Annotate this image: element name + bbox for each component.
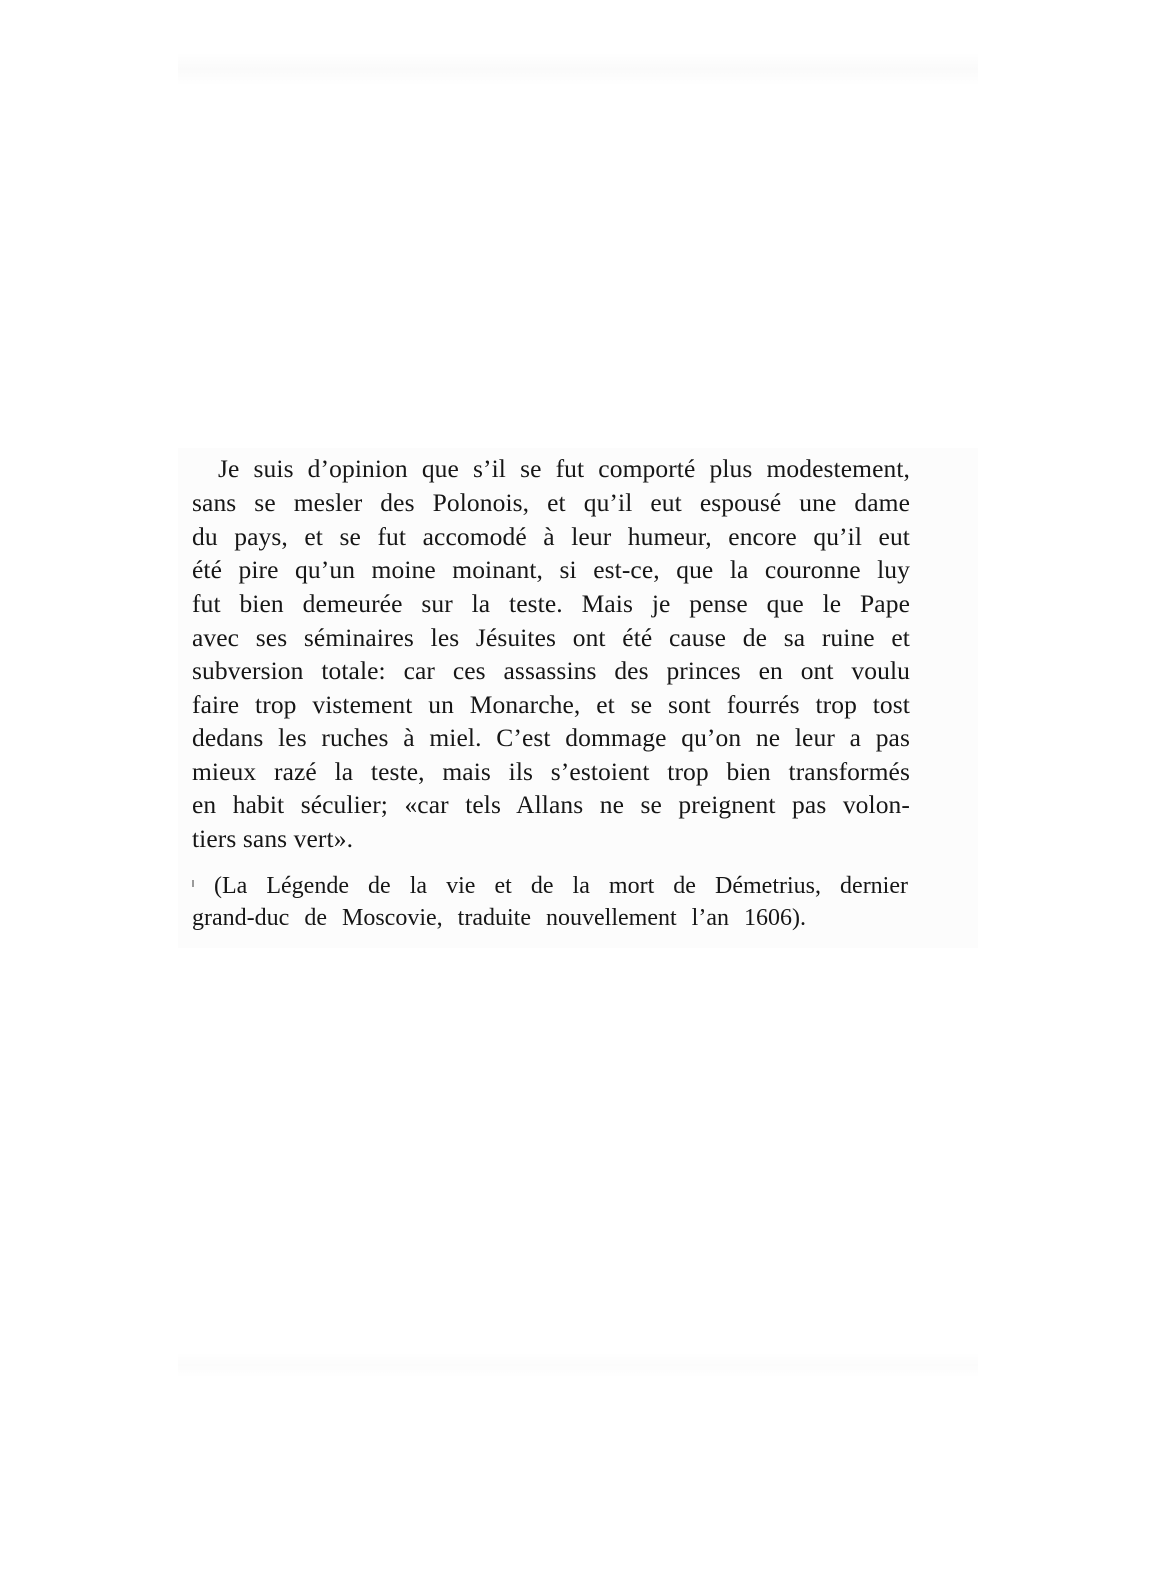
- source-citation-line-1: (La Légende de la vie et de la mort de Démetrius, dernier: [214, 873, 908, 899]
- quote-line-10: mieux razé la teste, mais ils s’estoient trop bien transformés: [192, 757, 910, 786]
- quote-line-5: fut bien demeurée sur la teste. Mais je pense que le Pape: [192, 589, 910, 618]
- scan-shading-top: [178, 52, 978, 86]
- quote-line-2: sans se mesler des Polonois, et qu’il eut espousé une dame: [192, 488, 910, 517]
- source-citation-line-2: grand-duc de Moscovie, traduite nouvellement l’an 1606).: [192, 905, 806, 931]
- quote-line-8: faire trop vistement un Monarche, et se sont fourrés trop tost: [192, 690, 910, 719]
- quote-line-7: subversion totale: car ces assassins des princes en ont voulu: [192, 656, 910, 685]
- scan-shading-bottom: [178, 1352, 978, 1378]
- quote-line-3: du pays, et se fut accomodé à leur humeur, encore qu’il eut: [192, 522, 910, 551]
- quote-line-1: Je suis d’opinion que s’il se fut comporté plus modestement,: [218, 454, 910, 483]
- quote-line-9: dedans les ruches à miel. C’est dommage qu’on ne leur a pas: [192, 723, 910, 752]
- quote-line-12: tiers sans vert».: [192, 824, 354, 853]
- quote-line-11: en habit séculier; «car tels Allans ne se preignent pas volon-: [192, 790, 910, 819]
- scan-speck: [192, 880, 194, 887]
- quote-line-6: avec ses séminaires les Jésuites ont été cause de sa ruine et: [192, 623, 910, 652]
- quote-line-4: été pire qu’un moine moinant, si est-ce, que la couronne luy: [192, 555, 910, 584]
